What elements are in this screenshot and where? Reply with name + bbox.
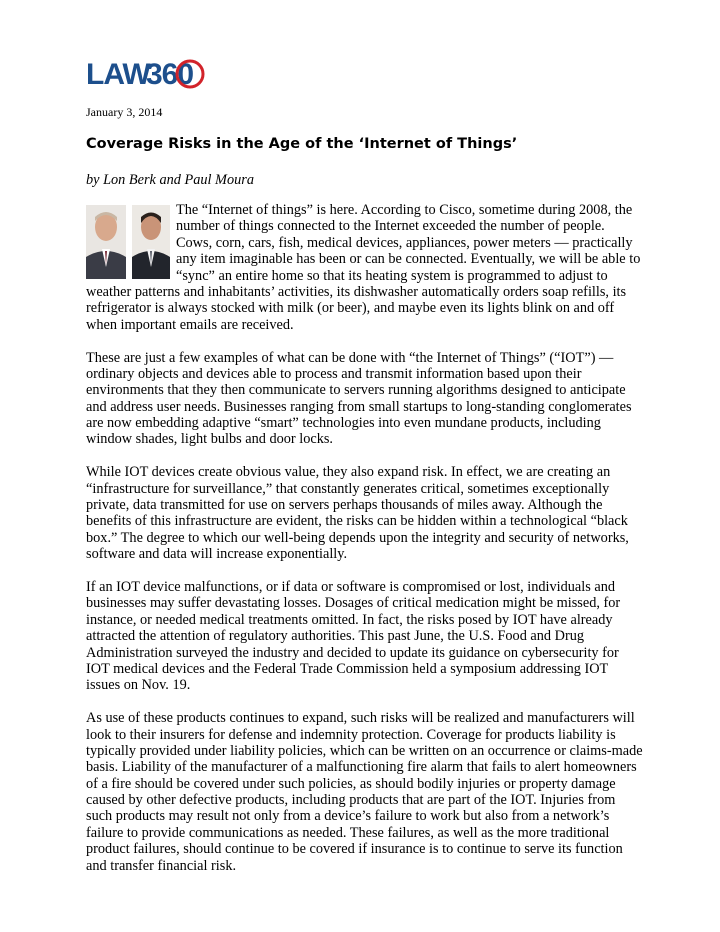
article-title: Coverage Risks in the Age of the ‘Internet of Things’ xyxy=(86,136,518,152)
body-line: any item imaginable has been or can be connected. Eventually, we will be able to xyxy=(176,251,641,268)
body-line: number of things connected to the Internet exceeded the number of people. xyxy=(176,218,605,235)
body-line: refrigerator is always stocked with milk (or beer), and maybe even its lights blink on and off xyxy=(86,300,615,317)
article-byline: by Lon Berk and Paul Moura xyxy=(86,172,254,188)
body-line: product failures, should continue to be covered if insurance is to continue to serve its function xyxy=(86,841,623,858)
body-line: window shades, light bulbs and door locks. xyxy=(86,431,333,448)
body-line: failure to provide communications as needed. These failures, as well as the more traditional xyxy=(86,824,610,841)
body-line: benefits of this infrastructure are evident, the risks can be hidden within a technological “black xyxy=(86,513,628,530)
body-line: Administration surveyed the industry and decided to update its guidance on cybersecurity for xyxy=(86,644,619,661)
body-line: attracted the attention of regulatory authorities. This past June, the U.S. Food and Drug xyxy=(86,628,585,645)
body-line: businesses may suffer devastating losses. Dosages of critical medication might be missed, for xyxy=(86,595,621,612)
body-line: private, data transmitted for use on servers perhaps thousands of miles away. Although the xyxy=(86,497,603,514)
paragraph-gap xyxy=(86,448,646,464)
body-line: such products may result not only from a device’s failure to work but also from a network’s xyxy=(86,808,610,825)
body-line: are now embedding adaptive “smart” technologies into even mundane products, including xyxy=(86,415,601,432)
paragraph-gap xyxy=(86,563,646,579)
logo-law-text: LAW xyxy=(86,58,150,91)
body-line: caused by other defective products, including products that are part of the IOT. Injuries from xyxy=(86,792,616,809)
body-line: “infrastructure for surveillance,” that constantly generates critical, sometimes exceptionally xyxy=(86,480,610,497)
body-line: and transfer financial risk. xyxy=(86,857,237,874)
body-line: As use of these products continues to expand, such risks will be realized and manufacturers will xyxy=(86,710,635,727)
paragraph-gap xyxy=(86,333,646,349)
body-line: software and data will increase exponentially. xyxy=(86,546,348,563)
body-line: While IOT devices create obvious value, they also expand risk. In effect, we are creating an xyxy=(86,464,611,481)
body-line: box.” The degree to which our well-being depends upon the integrity and security of networks, xyxy=(86,529,629,546)
body-line: Cows, corn, cars, fish, medical devices, appliances, power meters — practically xyxy=(176,234,633,251)
body-line: look to their insurers for defense and indemnity protection. Coverage for products liability is xyxy=(86,726,616,743)
body-line: issues on Nov. 19. xyxy=(86,677,191,694)
body-line: basis. Liability of the manufacturer of a malfunctioning fire alarm that fails to alert homeowners xyxy=(86,759,637,776)
body-line: IOT medical devices and the Federal Trade Commission held a symposium addressing IOT xyxy=(86,660,609,677)
body-line: If an IOT device malfunctions, or if data or software is compromised or lost, individuals and xyxy=(86,578,615,595)
logo-360-text: 360 xyxy=(146,58,194,91)
article-body xyxy=(86,202,646,874)
article-date: January 3, 2014 xyxy=(86,105,163,119)
body-line: and address user needs. Businesses ranging from small startups to long-standing conglomerates xyxy=(86,398,632,415)
body-line: ordinary objects and devices able to process and transmit information based upon their xyxy=(86,365,582,382)
paragraph-gap xyxy=(86,694,646,710)
body-line: when important emails are received. xyxy=(86,316,294,333)
body-line: environments that they then communicate to servers running algorithms designed to anticipate xyxy=(86,382,626,399)
body-line: instance, or needed medical treatments omitted. In fact, the risks posed by IOT have already xyxy=(86,611,613,628)
body-line: The “Internet of things” is here. According to Cisco, sometime during 2008, the xyxy=(176,202,633,218)
body-line: “sync” an entire home so that its heating system is programmed to adjust to xyxy=(176,267,608,284)
body-line: These are just a few examples of what can be done with “the Internet of Things” (“IOT”) — xyxy=(86,349,614,366)
body-line: of a fire should be covered under such policies, as should bodily injuries or property damage xyxy=(86,775,616,792)
body-line: typically provided under liability policies, which can be written on an occurrence or claims-made xyxy=(86,742,643,759)
body-line: weather patterns and inhabitants’ activities, its dishwasher automatically orders soap refills, its xyxy=(86,283,627,300)
law360-logo xyxy=(86,50,210,96)
